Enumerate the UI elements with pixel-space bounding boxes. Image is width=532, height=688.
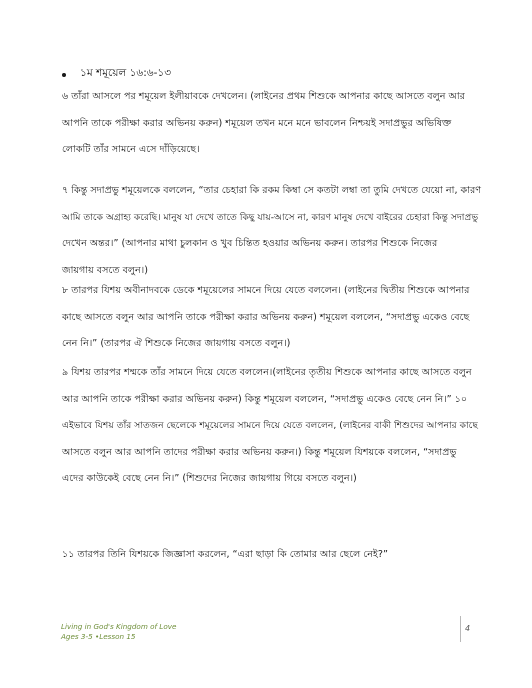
- text-line: এইভাবে যিশয় তাঁর সাতজন ছেলেকে শমূয়েলের সামনে দিয়ে যেতে বললেন, (লাইনের বাকী শিশুদের আপনার কাছে: [62, 420, 478, 431]
- text-line: আপনি তাকে পরীক্ষা করার অভিনয় করুন) শমূয়েল তখন মনে মনে ভাবলেন নিশ্চয়ই সদাপ্রভুর অভিষিক্ত: [62, 117, 452, 129]
- text-line: লোকটি তাঁর সামনে এসে দাঁড়িয়েছে।: [62, 144, 200, 155]
- footer-divider: [460, 616, 461, 642]
- footer-course-info: [61, 622, 176, 641]
- text-line: ৭ কিন্তু সদাপ্রভু শমূয়েলকে বললেন, “তার চেহারা কি রকম কিম্বা সে কতটা লম্বা তা তুমি দেখতে যেয়ো না, কারণ: [62, 185, 482, 196]
- paragraph-verse-9-10: [62, 360, 482, 493]
- page-number: 4: [465, 624, 471, 633]
- text-line: নেন নি।” (তারপর ঐ শিশুকে নিজের জায়গায় বসতে বলুন।): [62, 338, 291, 349]
- footer-lesson-info: Ages 3-5 •Lesson 15: [61, 631, 136, 641]
- text-line: দেখেন অন্তর।” (আপনার মাথা চুলকান ও খুব চিন্তিত হওয়ার অভিনয় করুন। তারপর শিশুকে নিজের: [62, 238, 438, 249]
- paragraph-verse-8: [62, 278, 482, 358]
- text-line: আমি তাকে অগ্রাহ্য করেছি। মানুষ যা দেখে তাতে কিছু যায়-আসে না, কারণ মানুষ দেখে বাইরের চেহারা কিন্তু সদাপ্রভু: [62, 211, 479, 223]
- text-line: ৯ যিশয় তারপর শম্মকে তাঁর সামনে দিয়ে যেতে বললেন।(লাইনের তৃতীয় শিশুকে আপনার কাছে আসতে বলুন: [62, 367, 472, 378]
- footer-course-title: Living in God's Kingdom of Love: [61, 622, 177, 631]
- bullet-dot: [62, 73, 66, 77]
- text-line: আসতে বলুন আর আপনি তাদের পরীক্ষা করার অভিনয় করুন।) কিন্তু শমূয়েল যিশয়কে বললেন, “সদাপ্রভু: [62, 446, 457, 458]
- scripture-reference-text: ১ম শমূয়েল ১৬:৬-১৩: [80, 67, 172, 79]
- paragraph-verse-7: [62, 178, 482, 284]
- paragraph-verse-11: [62, 542, 482, 569]
- scripture-reference: [62, 66, 171, 83]
- text-line: কাছে আসতে বলুন আর আপনি তাকে পরীক্ষা করার অভিনয় করুন) শমূয়েল বললেন, “সদাপ্রভু একেও বেছে: [62, 311, 470, 323]
- paragraph-verse-6: [62, 84, 482, 164]
- text-line: এদের কাউকেই বেছে নেন নি।” (শিশুদের নিজের জায়গায় গিয়ে বসতে বলুন।): [62, 473, 357, 484]
- text-line: ৮ তারপর যিশয় অবীনাদবকে ডেকে শমূয়েলের সামনে দিয়ে যেতে বললেন। (লাইনের দ্বিতীয় শিশুকে আপনার: [62, 285, 470, 296]
- text-line: ১১ তারপর তিনি যিশয়কে জিজ্ঞাসা করলেন, “এরা ছাড়া কি তোমার আর ছেলে নেই?”: [62, 549, 388, 560]
- text-line: ৬ তাঁরা আসলে পর শমূয়েল ইলীয়াবকে দেখলেন। (লাইনের প্রথম শিশুকে আপনার কাছে আসতে বলুন আর: [62, 91, 465, 102]
- text-line: আর আপনি তাকে পরীক্ষা করার অভিনয় করুন) কিন্তু শমূয়েল বললেন, “সদাপ্রভু একেও বেছে নেন নি।” ১০: [62, 393, 468, 405]
- text-line: জায়গায় বসতে বলুন।): [62, 264, 148, 276]
